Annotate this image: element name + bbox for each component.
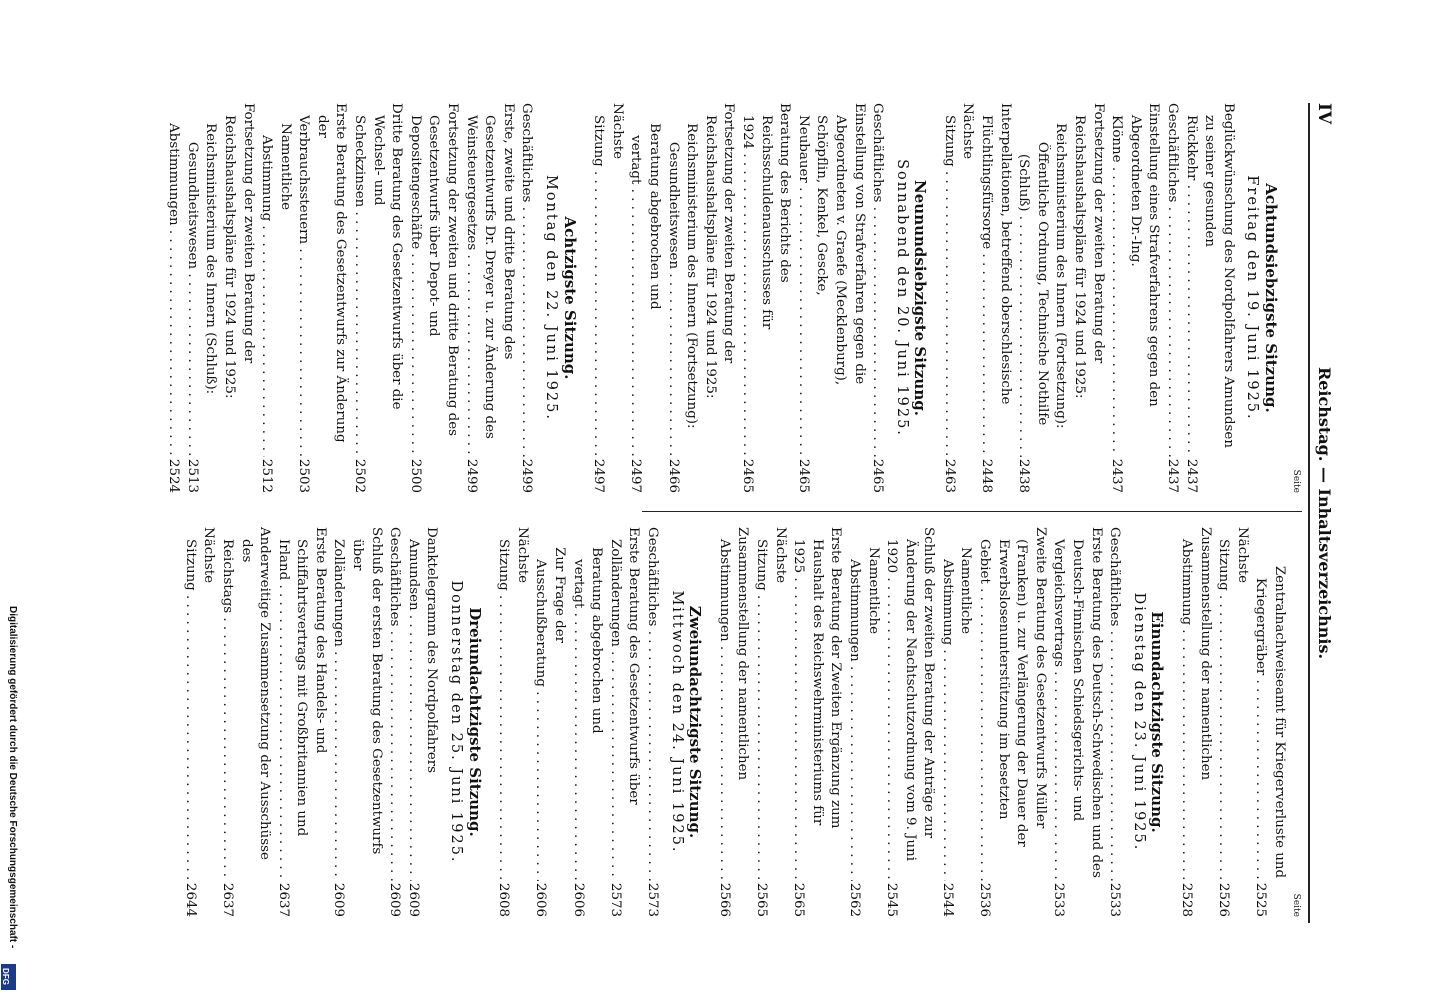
toc-entry <box>789 527 845 917</box>
toc-entry-page: 2536 <box>977 882 993 917</box>
toc-entry-page: 2606 <box>570 882 586 917</box>
toc-entry <box>494 527 531 917</box>
toc-entry-page: 2499 <box>519 458 535 493</box>
toc-entry <box>939 103 976 493</box>
toc-entry-page: 2609 <box>331 882 347 917</box>
toc-subheading: Reichsministerium des Innern (Schluß): <box>203 123 219 395</box>
toc-entry-page: 2533 <box>1051 882 1067 917</box>
toc-subheading: Fortsetzung der zweiten Beratung der Reichshaushaltspläne für 1924 und 1925: <box>702 103 737 399</box>
toc-entry-text: Geschäftliches . . . <box>868 103 887 457</box>
toc-entry <box>405 103 461 493</box>
session-date: Freitag den 19. Juni 1925. <box>1244 175 1261 421</box>
dfg-logo-text: DFG <box>0 968 10 985</box>
toc-entry-text: Beratung abgebrochen und vertagt . . . <box>626 103 663 457</box>
toc-entry-page: 2466 <box>665 458 681 493</box>
toc-entry-page: 2524 <box>166 458 182 493</box>
toc-entry-text: Nächste Sitzung . . . <box>589 103 626 457</box>
toc-entry-text: Namentliche Abstimmung . . . <box>937 527 974 881</box>
left-sessions <box>164 103 1280 493</box>
toc-entry-text: Zur Frage der Ausschußberatung . . . <box>531 527 568 881</box>
toc-entry-page: 2437 <box>1183 458 1199 493</box>
header-rule <box>1308 103 1310 923</box>
toc-entry <box>257 103 294 493</box>
toc-entry-text: Erste Beratung der Zweiten Ergänzung zum Haushalt des Reichswehrministeriums für 1925 . . . <box>789 527 845 881</box>
toc-entry-page: 2438 <box>1016 458 1032 493</box>
toc-entry-page: 2565 <box>791 882 807 917</box>
toc-entry-text: Geschäftliches . . . <box>1162 103 1181 457</box>
session-date: Sonnabend den 20. Juni 1925. <box>893 159 910 437</box>
toc-entry-text: Namentliche Abstimmung . . . <box>257 103 294 457</box>
toc-entry-text: Geschäftliches . . . <box>642 527 661 881</box>
right-leading-entries <box>1176 527 1288 917</box>
session-block <box>939 103 1280 493</box>
toc-entry-text: Beglückwünschung des Nordpolfahrers Amundsen zu seiner gesunden Rückkehr . . . <box>1181 103 1237 457</box>
toc-entry-text: Schluß der ersten Beratung des Gesetzentwurfs über Zolländerungen . . . <box>329 527 385 881</box>
toc-entry-text: Zweite Beratung des Gesetzentwurfs Müller (Franken) u. zur Verlängerung der Dauer der Erwerbslosenunterstützung im besetzten Gebiet . . . <box>975 527 1049 881</box>
toc-entry-text: Öffentliche Ordnung, Technische Nothilfe (Schluß) . . . <box>1014 103 1051 457</box>
seite-label: Seite <box>1291 893 1301 917</box>
toc-entry-page: 2644 <box>182 882 198 917</box>
toc-entry <box>385 527 404 917</box>
toc-entry <box>1107 103 1163 493</box>
toc-entry <box>273 527 329 917</box>
toc-subheading: Fortsetzung der zweiten Beratung der Reichshaushaltspläne für 1924 und 1925: <box>221 103 256 399</box>
session-block <box>589 103 930 493</box>
session-date: Mittwoch den 24. Juni 1925. <box>668 590 685 854</box>
toc-entry-text: Erste Beratung des Handels- und Schiffahrtsvertrags mit Großbritannien und Irland . . . <box>273 527 329 881</box>
toc-entry <box>882 527 938 917</box>
toc-entry-page: 2499 <box>463 458 479 493</box>
toc-entry <box>182 103 201 493</box>
toc-entry-page: 2448 <box>979 458 995 493</box>
toc-entry-page: 2512 <box>259 458 275 493</box>
toc-entry <box>350 103 406 493</box>
toc-entry-page: 2573 <box>645 882 660 917</box>
session-title: Dreiundachtzigste Sitzung. <box>465 607 484 837</box>
toc-entry-text: Erste Beratung des Gesetzentwurfs zur Änderung der Verbrauchssteuern . . . <box>294 103 350 457</box>
toc-entry <box>1181 103 1237 493</box>
toc-entry-page: 2463 <box>941 458 957 493</box>
session-date: Donnerstag den 25. Juni 1925. <box>448 580 465 864</box>
column-divider <box>642 511 1302 512</box>
toc-entry-text: Nächste Sitzung . . . <box>751 527 788 881</box>
toc-entry <box>1014 103 1051 493</box>
toc-entry-text: Einstellung von Strafverfahren gegen die Abgeordneten v. Graefe (Mecklenburg), Schöpflin, Kenkel, Gescke, Neubauer . . . <box>793 103 867 457</box>
toc-entry-text: Namentliche Abstimmungen . . . <box>844 527 881 881</box>
session-entries <box>494 527 661 917</box>
toc-entry <box>517 103 536 493</box>
toc-entry-text: Anderweitige Zusammensetzung der Ausschüsse des Reichstags . . . <box>217 527 273 881</box>
toc-entry-text: Interpellationen, betreffend oberschlesische Flüchtlingsfürsorge . . . <box>977 103 1014 457</box>
toc-entry-page: 2608 <box>496 882 512 917</box>
toc-entry-text: Zusammenstellung der namentlichen Abstimmung . . . <box>1176 527 1213 881</box>
page-number: IV <box>1314 103 1334 125</box>
toc-entry <box>164 103 183 493</box>
dfg-logo <box>1 964 16 990</box>
toc-entry <box>589 103 626 493</box>
toc-entry <box>294 103 350 493</box>
toc-entry <box>1214 527 1251 917</box>
toc-entry <box>329 527 385 917</box>
session-title: Achtzigste Sitzung. <box>560 216 579 380</box>
toc-entry-text: Nächste Sitzung . . . <box>494 527 531 881</box>
toc-entry <box>844 527 881 917</box>
toc-entry-page: 2497 <box>591 458 607 493</box>
toc-entry <box>626 103 663 493</box>
dfg-credit-text: Digitalisierung gefördert durch die Deutsche Forschungsgemeinschaft - <box>7 606 18 949</box>
toc-entry-page: 2465 <box>739 458 755 493</box>
toc-entry-page: 2437 <box>1109 458 1125 493</box>
toc-entry-page: 2465 <box>795 458 811 493</box>
toc-entry <box>714 527 751 917</box>
toc-entry-text: Gesundheitswesen . . . <box>663 103 682 457</box>
toc-entry-page: 2544 <box>939 882 955 917</box>
dfg-credit-sidebar <box>4 606 18 986</box>
toc-entry <box>793 103 867 493</box>
toc-entry <box>461 103 517 493</box>
session-entries <box>589 103 887 493</box>
toc-entry <box>605 527 642 917</box>
session-block <box>714 527 1166 917</box>
toc-subheading: Fortsetzung der zweiten Beratung der Reichshaushaltspläne für 1924 und 1925: <box>1072 103 1106 399</box>
toc-entry-page: 2573 <box>607 882 623 917</box>
toc-entry-text: Gesundheitswesen . . . <box>182 103 201 457</box>
toc-entry-text: Nächste Sitzung . . . <box>180 527 217 881</box>
session-title: Achtundsiebzigste Sitzung. <box>1262 183 1280 413</box>
toc-entry-page: 2609 <box>387 882 403 917</box>
toc-entry-page: 2562 <box>846 882 862 917</box>
session-title: Neunundsiebzigste Sitzung. <box>911 180 930 416</box>
toc-entry-page: 2637 <box>219 882 235 917</box>
toc-entry-text: Abstimmungen . . . <box>164 103 183 457</box>
toc-entry-page: 2609 <box>405 882 421 917</box>
session-entries <box>939 103 1237 493</box>
running-title: Reichstag. — Inhaltsverzeichnis. <box>1315 366 1334 660</box>
toc-entry <box>937 527 974 917</box>
toc-entry-page: 2513 <box>184 458 200 493</box>
toc-entry <box>403 527 440 917</box>
toc-entry <box>1049 527 1105 917</box>
toc-entry-text: Dritte Beratung des Gesetzentwurfs über die Wechsel- und Scheckzinsen . . . <box>350 103 406 457</box>
toc-entry <box>737 103 793 493</box>
toc-entry-text: Nächste Sitzung . . . <box>939 103 976 457</box>
toc-entry-text: Zusammenstellung der namentlichen Abstimmungen . . . <box>714 527 751 881</box>
toc-entry-page: 2566 <box>716 882 732 917</box>
toc-entry <box>642 527 661 917</box>
toc-entry-page: 2528 <box>1179 882 1195 917</box>
toc-entry-text: Schluß der zweiten Beratung der Anträge zur Änderung der Nachtschutzordnung vom 9. Juni 1920 . . . <box>882 527 938 881</box>
session-block <box>180 527 484 917</box>
toc-entry-text: Erste, zweite und dritte Beratung des Gesetzentwurfs Dr. Dreyer u. zur Änderung des Weinsteuergesetzes . . . <box>461 103 517 457</box>
toc-entry-page: 2545 <box>884 882 900 917</box>
toc-entry <box>1162 103 1181 493</box>
toc-entry <box>180 527 217 917</box>
left-column <box>164 103 1302 493</box>
page-header <box>1312 103 1334 923</box>
session-entries <box>714 527 1123 917</box>
toc-entry-page: 2533 <box>1107 882 1123 917</box>
toc-entry-text: Beratung des Berichts des Reichsschuldenausschusses für 1924 . . . <box>737 103 793 457</box>
toc-entry-text: Fortsetzung der zweiten und dritte Beratung des Gesetzentwurfs über Depot- und Depositengeschäfte . . . <box>405 103 461 457</box>
toc-subheading: Reichsministerium des Innern (Fortsetzung): <box>684 123 700 429</box>
toc-entry <box>868 103 887 493</box>
right-column <box>180 527 1302 917</box>
toc-entry <box>1176 527 1213 917</box>
toc-entry-page: 2502 <box>352 458 368 493</box>
toc-entry-page: 2497 <box>628 458 644 493</box>
session-date: Dienstag den 23. Juni 1925. <box>1130 592 1147 852</box>
toc-entry <box>1105 527 1124 917</box>
toc-entry-page: 2503 <box>296 458 312 493</box>
toc-entry-page: 2525 <box>1253 882 1269 917</box>
session-entries <box>164 103 536 493</box>
toc-entry-text: Einstellung eines Strafverfahrens gegen den Abgeordneten Dr.-Ing. Klönne . . . <box>1107 103 1163 457</box>
toc-entry-text: Geschäftliches . . . <box>385 527 404 881</box>
session-entries <box>180 527 440 917</box>
seite-label: Seite <box>1291 469 1301 493</box>
toc-entry <box>1251 527 1288 917</box>
session-date: Montag den 22. Juni 1925. <box>543 174 560 421</box>
toc-entry-text: Beratung abgebrochen und vertagt . . . <box>568 527 605 881</box>
toc-entry-text: Erste Beratung des Deutsch-Schwedischen und des Deutsch-Finnischen Schiedsgerichts- und Vergleichsvertrags . . . <box>1049 527 1105 881</box>
session-block <box>494 527 705 917</box>
toc-entry-page: 2565 <box>753 882 769 917</box>
toc-entry-text: Geschäftliches . . . <box>1105 527 1124 881</box>
toc-entry-page: 2437 <box>1165 458 1181 493</box>
toc-entry-page: 2500 <box>407 458 423 493</box>
session-title: Zweiundachtzigste Sitzung. <box>686 605 705 839</box>
toc-entry-page: 2526 <box>1216 882 1232 917</box>
toc-entry <box>531 527 568 917</box>
session-block <box>164 103 579 493</box>
right-sessions <box>180 527 1166 917</box>
toc-entry <box>977 103 1014 493</box>
toc-entry <box>975 527 1049 917</box>
toc-entry-text: Zentralnachweiseamt für Kriegerverluste und Kriegergräber . . . <box>1251 527 1288 881</box>
toc-entry <box>751 527 788 917</box>
toc-entry <box>568 527 605 917</box>
session-title: Einundachtzigste Sitzung. <box>1148 611 1167 833</box>
toc-entry <box>663 103 682 493</box>
toc-entry-page: 2465 <box>870 458 886 493</box>
toc-entry-text: Erste Beratung des Gesetzentwurfs über Zolländerungen . . . <box>605 527 642 881</box>
toc-entry-page: 2637 <box>275 882 291 917</box>
toc-subheading: Reichsministerium des Innern (Fortsetzung): <box>1053 123 1069 429</box>
document-page <box>104 103 1334 923</box>
toc-entry <box>217 527 273 917</box>
toc-entry-page: 2606 <box>533 882 549 917</box>
toc-entry-text: Nächste Sitzung . . . <box>1214 527 1251 881</box>
toc-entry-text: Geschäftliches . . . <box>517 103 536 457</box>
toc-entry-text: Danktelegramm des Nordpolfahrers Amundsen . . . <box>403 527 440 881</box>
